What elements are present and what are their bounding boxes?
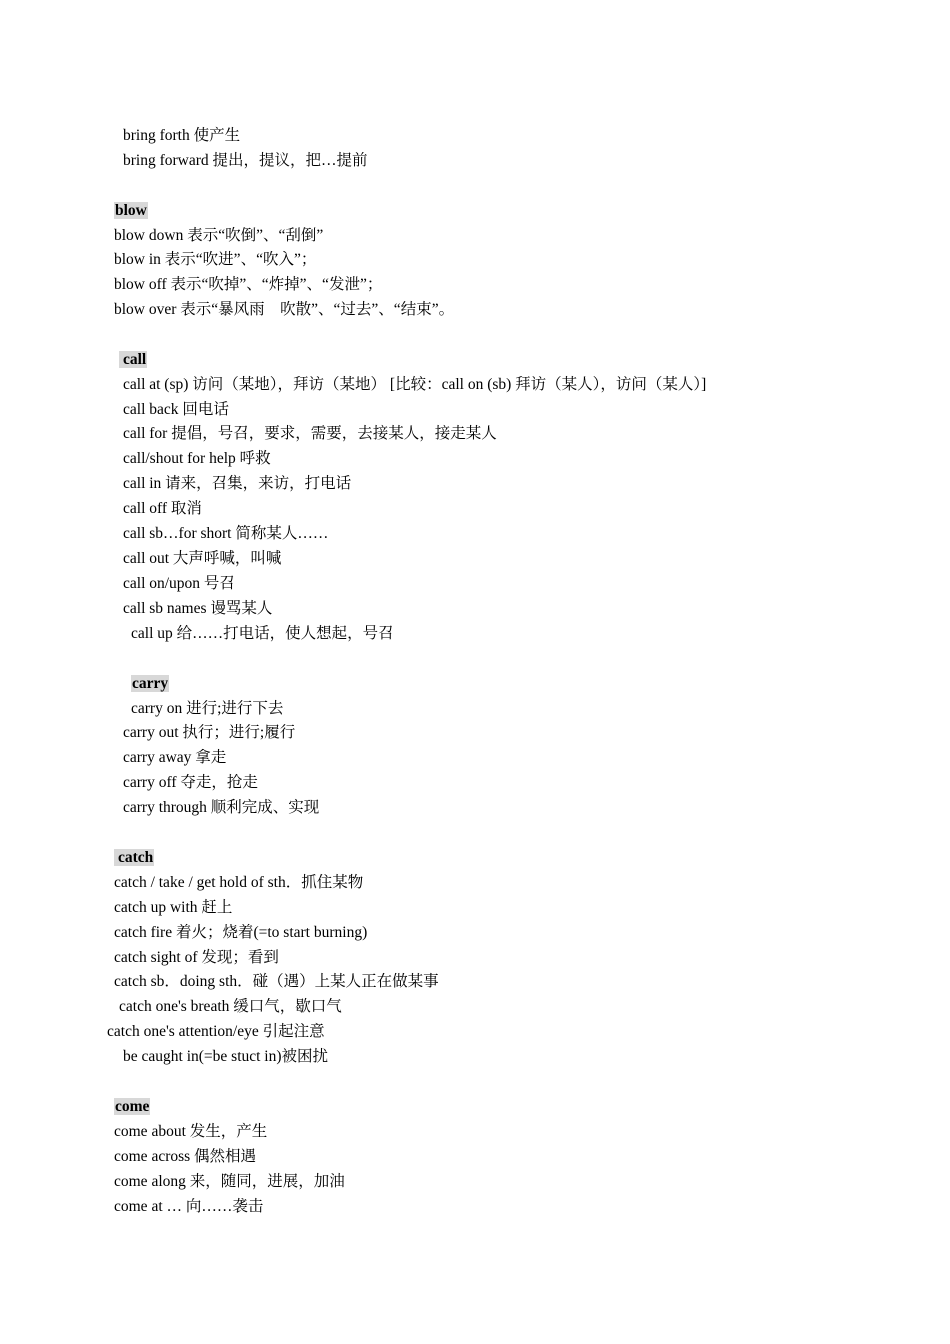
- entry-call-shout-for-help: call/shout for help 呼救: [123, 450, 271, 467]
- entry-come-across: come across 偶然相遇: [114, 1148, 257, 1165]
- entry-carry-away: carry away 拿走: [123, 749, 227, 766]
- entry-call-out: call out 大声呼喊，叫喊: [123, 550, 282, 567]
- heading-blow-label: blow: [115, 202, 147, 219]
- entry-call-up: call up 给……打电话，使人想起，号召: [131, 625, 394, 642]
- entry-bring-forth: bring forth 使产生: [123, 127, 241, 144]
- heading-come-label: come: [115, 1098, 150, 1115]
- entry-be-caught-in: be caught in(=be stuct in)被困扰: [123, 1048, 329, 1065]
- entry-carry-through: carry through 顺利完成、实现: [123, 799, 320, 816]
- entry-carry-off: carry off 夺走，抢走: [123, 774, 258, 791]
- entry-carry-out: carry out 执行；进行;履行: [123, 724, 296, 741]
- entry-catch-breath: catch one's breath 缓口气，歇口气: [119, 998, 342, 1015]
- entry-come-about: come about 发生，产生: [114, 1123, 268, 1140]
- entry-call-back: call back 回电话: [123, 401, 229, 418]
- heading-call-label: call: [119, 351, 147, 368]
- entry-call-sb-for-short: call sb…for short 简称某人……: [123, 525, 329, 542]
- entry-blow-in: blow in 表示“吹进”、“吹入”；: [114, 251, 317, 268]
- entry-catch-sight-of: catch sight of 发现；看到: [114, 949, 279, 966]
- entry-come-along: come along 来，随同，进展，加油: [114, 1173, 345, 1190]
- entry-come-at: come at … 向……袭击: [114, 1198, 264, 1215]
- heading-carry-label: carry: [132, 675, 169, 692]
- heading-blow: [114, 199, 148, 223]
- heading-catch: [114, 846, 154, 870]
- entry-call-for: call for 提倡，号召，要求，需要，去接某人，接走某人: [123, 425, 497, 442]
- entry-call-sb-names: call sb names 谩骂某人: [123, 600, 273, 617]
- heading-carry: [131, 672, 169, 696]
- entry-blow-over: blow over 表示“暴风雨 吹散”、“过去”、“结束”。: [114, 301, 455, 318]
- heading-call: [119, 348, 147, 372]
- entry-bring-forward: bring forward 提出，提议，把…提前: [123, 152, 368, 169]
- heading-catch-label: catch: [114, 849, 154, 866]
- entry-carry-on: carry on 进行;进行下去: [131, 700, 284, 717]
- entry-call-off: call off 取消: [123, 500, 202, 517]
- entry-catch-sb-doing: catch sb．doing sth．碰（遇）上某人正在做某事: [114, 973, 439, 990]
- entry-catch-hold-of: catch / take / get hold of sth．抓住某物: [114, 874, 364, 891]
- entry-blow-down: blow down 表示“吹倒”、“刮倒”: [114, 227, 324, 244]
- entry-catch-fire: catch fire 着火；烧着(=to start burning): [114, 924, 368, 941]
- entry-blow-off: blow off 表示“吹掉”、“炸掉”、“发泄”；: [114, 276, 383, 293]
- entry-call-at: call at (sp) 访问（某地），拜访（某地） [比较：call on (sb) 拜访（某人），访问（某人）]: [123, 376, 707, 393]
- entry-call-on-upon: call on/upon 号召: [123, 575, 235, 592]
- entry-catch-up-with: catch up with 赶上: [114, 899, 233, 916]
- entry-call-in: call in 请来，召集，来访，打电话: [123, 475, 352, 492]
- entry-catch-attention: catch one's attention/eye 引起注意: [107, 1023, 325, 1040]
- heading-come: [114, 1095, 150, 1119]
